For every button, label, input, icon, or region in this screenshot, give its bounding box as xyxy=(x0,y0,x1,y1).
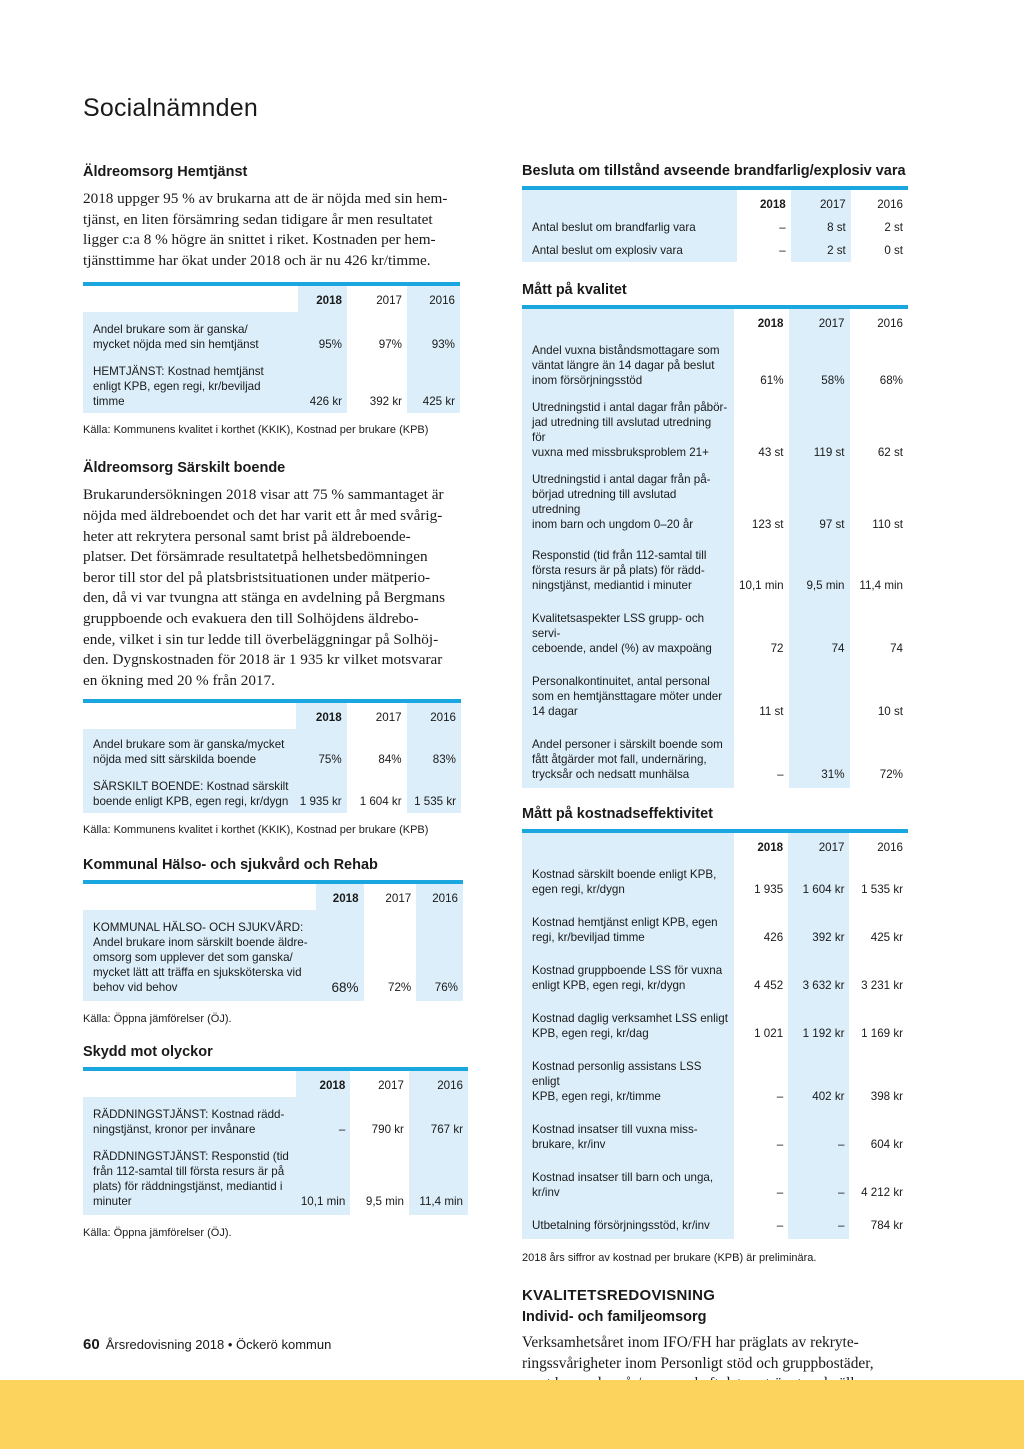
row-label: Kostnad gruppboende LSS för vuxna enligt KPB, egen regi, kr/dygn xyxy=(522,949,734,997)
year-2017: 2017 xyxy=(789,307,850,335)
cell-2016: 767 kr xyxy=(409,1097,468,1141)
cell-2018: – xyxy=(734,1204,788,1239)
year-2016: 2016 xyxy=(851,188,908,216)
row-label: Responstid (tid från 112-samtal till första resurs är på plats) för rädd- ningstjänst, mediantid i minuter xyxy=(522,536,734,597)
year-2017: 2017 xyxy=(347,701,407,729)
hemtjanst-heading: Äldreomsorg Hemtjänst xyxy=(83,164,248,180)
cell-2018: 1 935 kr xyxy=(296,771,347,813)
cell-2016: 72% xyxy=(850,723,908,788)
cell-2016: 68% xyxy=(850,335,908,392)
cell-2016: 784 kr xyxy=(849,1204,908,1239)
cell-2017: 3 632 kr xyxy=(788,949,849,997)
row-label: HEMTJÄNST: Kostnad hemtjänst enligt KPB, egen regi, kr/beviljad timme xyxy=(83,356,298,413)
cell-2017: 392 kr xyxy=(788,901,849,949)
page-title: Socialnämnden xyxy=(83,94,258,122)
right-column xyxy=(522,162,908,1395)
table-row xyxy=(522,335,908,392)
table-row xyxy=(522,1204,908,1239)
table-row xyxy=(522,949,908,997)
cell-2018: 72 xyxy=(734,597,789,660)
year-2018: 2018 xyxy=(737,188,790,216)
table-row xyxy=(522,997,908,1045)
table-row xyxy=(522,392,908,464)
cell-2017: 392 kr xyxy=(347,356,407,413)
cell-2017: 74 xyxy=(789,597,850,660)
kvalitetsredovisning-title: KVALITETSREDOVISNING xyxy=(522,1287,716,1304)
kvalitetsredovisning-text: Verksamhetsåret inom IFO/FH har präglats av rekryte- ringssvårigheter inom Personligt stöd och gruppbostäder, xyxy=(522,1334,874,1372)
table-header-row xyxy=(83,882,463,910)
table-row xyxy=(83,910,463,1001)
row-label: Andel brukare som är ganska/mycket nöjda med sitt särskilda boende xyxy=(83,729,296,771)
cell-2018: – xyxy=(737,216,790,239)
hemtjanst-source: Källa: Kommunens kvalitet i korthet (KKIK), Kostnad per brukare (KPB) xyxy=(83,424,429,437)
kvalitet-table xyxy=(522,305,908,788)
table-header-row xyxy=(522,831,908,859)
table-row xyxy=(83,1097,468,1141)
cell-2016: 4 212 kr xyxy=(849,1156,908,1204)
hemtjanst-table xyxy=(83,282,460,413)
cell-2018: 43 st xyxy=(734,392,789,464)
cell-2018: 11 st xyxy=(734,660,789,723)
row-label: Kostnad daglig verksamhet LSS enligt KPB, egen regi, kr/dag xyxy=(522,997,734,1045)
row-label: Utredningstid i antal dagar från påbör- jad utredning till avslutad utredning för vuxna med missbruksproblem 21+ xyxy=(522,392,734,464)
cell-2016: 62 st xyxy=(850,392,908,464)
cell-2017: 119 st xyxy=(789,392,850,464)
cell-2018: 123 st xyxy=(734,464,789,536)
row-label: Andel brukare som är ganska/ mycket nöjda med sin hemtjänst xyxy=(83,312,298,356)
cell-2016: 11,4 min xyxy=(850,536,908,597)
row-label: Andel personer i särskilt boende som fått åtgärder mot fall, undernäring, trycksår och nedsatt munhälsa xyxy=(522,723,734,788)
cell-2017: 8 st xyxy=(791,216,851,239)
cell-2018: 1 935 xyxy=(734,859,788,901)
row-label: Utredningstid i antal dagar från på- börjad utredning till avslutad utredning inom barn och ungdom 0–20 år xyxy=(522,464,734,536)
cell-2018: 61% xyxy=(734,335,789,392)
table-row xyxy=(83,312,460,356)
cell-2018: 1 021 xyxy=(734,997,788,1045)
year-2018: 2018 xyxy=(298,284,347,312)
cell-2018: – xyxy=(296,1097,351,1141)
beslut-heading: Besluta om tillstånd avseende brandfarlig/explosiv vara xyxy=(522,163,906,179)
kvalitetsredovisning-section xyxy=(522,1287,908,1395)
cell-2016: 1 535 kr xyxy=(849,859,908,901)
cell-2016: 76% xyxy=(416,910,463,1001)
table-row xyxy=(522,536,908,597)
hemtjanst-text: 2018 uppger 95 % av brukarna att de är nöjda med sin hem- tjänst, en liten försämring sedan tidigare år men resultatet ligger c:a 8 % högre än snittet i riket. Kostnaden per hem- tjänsttimme har ökat under 2018 och är nu 426 kr/timme. xyxy=(83,190,448,269)
cell-2017: 97 st xyxy=(789,464,850,536)
row-label: Kvalitetsaspekter LSS grupp- och servi- ceboende, andel (%) av maxpoäng xyxy=(522,597,734,660)
cell-2016: 74 xyxy=(850,597,908,660)
year-2017: 2017 xyxy=(791,188,851,216)
cell-2017: 1 604 kr xyxy=(347,771,407,813)
footer-text: Årsredovisning 2018 • Öckerö kommun xyxy=(105,1337,332,1352)
cell-2018: – xyxy=(734,723,789,788)
cell-2016: 604 kr xyxy=(849,1108,908,1156)
footer-band xyxy=(0,1380,1024,1449)
cell-2018: – xyxy=(737,239,790,262)
left-column xyxy=(83,163,468,1240)
row-label: Personalkontinuitet, antal personal som en hemtjänsttagare möter under 14 dagar xyxy=(522,660,734,723)
kvalitetsredovisning-subtitle: Individ- och familjeomsorg xyxy=(522,1309,707,1325)
cell-2017: 790 kr xyxy=(350,1097,409,1141)
halso-source: Källa: Öppna jämförelser (ÖJ). xyxy=(83,1013,232,1026)
table-row xyxy=(522,239,908,262)
table-row xyxy=(522,464,908,536)
cell-2018: – xyxy=(734,1156,788,1204)
table-row xyxy=(522,859,908,901)
skydd-source: Källa: Öppna jämförelser (ÖJ). xyxy=(83,1227,232,1240)
cell-2017: 2 st xyxy=(791,239,851,262)
table-row xyxy=(522,1045,908,1108)
cell-2016: 83% xyxy=(407,729,461,771)
row-label: RÄDDNINGSTJÄNST: Kostnad rädd- ningstjänst, kronor per invånare xyxy=(83,1097,296,1141)
cell-2018: 95% xyxy=(298,312,347,356)
cell-2016: 425 kr xyxy=(849,901,908,949)
year-2018: 2018 xyxy=(734,307,789,335)
cell-2016: 10 st xyxy=(850,660,908,723)
cell-2018: 68% xyxy=(316,910,364,1001)
row-label: Utbetalning försörjningsstöd, kr/inv xyxy=(522,1204,734,1239)
table-header-row xyxy=(83,701,461,729)
page-footer xyxy=(83,1336,331,1353)
year-2017: 2017 xyxy=(350,1069,409,1097)
year-2016: 2016 xyxy=(416,882,463,910)
table-header-row xyxy=(83,1069,468,1097)
cell-2017: 9,5 min xyxy=(789,536,850,597)
sarskilt-heading: Äldreomsorg Särskilt boende xyxy=(83,460,286,477)
cell-2016: 425 kr xyxy=(407,356,460,413)
kostnad-note: 2018 års siffror av kostnad per brukare (KPB) är preliminära. xyxy=(522,1252,817,1264)
cell-2017: 1 192 kr xyxy=(788,997,849,1045)
row-label: SÄRSKILT BOENDE: Kostnad särskilt boende enligt KPB, egen regi, kr/dygn xyxy=(83,771,296,813)
cell-2016: 110 st xyxy=(850,464,908,536)
year-2018: 2018 xyxy=(316,882,364,910)
year-2016: 2016 xyxy=(407,284,460,312)
table-row xyxy=(522,660,908,723)
table-row xyxy=(522,216,908,239)
cell-2018: – xyxy=(734,1045,788,1108)
cell-2018: 4 452 xyxy=(734,949,788,997)
skydd-heading: Skydd mot olyckor xyxy=(83,1044,213,1061)
cell-2017: 31% xyxy=(789,723,850,788)
cell-2017: – xyxy=(788,1108,849,1156)
cell-2016: 2 st xyxy=(851,216,908,239)
cell-2017: 1 604 kr xyxy=(788,859,849,901)
table-row xyxy=(522,597,908,660)
cell-2016: 3 231 kr xyxy=(849,949,908,997)
row-label: Andel vuxna biståndsmottagare som väntat längre än 14 dagar på beslut inom försörjningsstöd xyxy=(522,335,734,392)
table-row xyxy=(83,356,460,413)
beslut-table xyxy=(522,186,908,262)
cell-2018: 75% xyxy=(296,729,347,771)
halso-heading: Kommunal Hälso- och sjukvård och Rehab xyxy=(83,857,378,874)
row-label: Kostnad insatser till vuxna miss- brukare, kr/inv xyxy=(522,1108,734,1156)
cell-2018: – xyxy=(734,1108,788,1156)
sarskilt-table xyxy=(83,699,461,813)
cell-2016: 0 st xyxy=(851,239,908,262)
year-2018: 2018 xyxy=(296,1069,351,1097)
cell-2018: 426 kr xyxy=(298,356,347,413)
year-2016: 2016 xyxy=(409,1069,468,1097)
year-2017: 2017 xyxy=(347,284,407,312)
cell-2016: 1 535 kr xyxy=(407,771,461,813)
kostnad-table xyxy=(522,829,908,1239)
cell-2018: 426 xyxy=(734,901,788,949)
table-row xyxy=(522,1108,908,1156)
sarskilt-source: Källa: Kommunens kvalitet i korthet (KKIK), Kostnad per brukare (KPB) xyxy=(83,824,429,837)
halso-table xyxy=(83,880,463,1001)
cell-2018: 10,1 min xyxy=(734,536,789,597)
year-2016: 2016 xyxy=(849,831,908,859)
cell-2017 xyxy=(789,660,850,723)
table-row xyxy=(522,901,908,949)
sarskilt-text: Brukarundersökningen 2018 visar att 75 % sammantaget är nöjda med äldreboendet och det har varit ett år med svårig- heter att rekrytera personal samt brist på äldreboende- platser. Det försämrade resultatetpå helhetsbedömningen beror till stor del på platsbristsituationen under mätperio- den, då vi var tvungna att stänga en avdelning på Bergmans gruppboende och evakuera den till Solhöjdens äldrebo- ende, vilket i sin tur ledde till överbeläggningar på Solhöj- den. Dygnskostnaden för 2018 är 1 935 kr vilket motsvarar en ökning med 20 % från 2017. xyxy=(83,486,446,689)
kvalitet-heading: Mått på kvalitet xyxy=(522,282,627,298)
row-label: Kostnad hemtjänst enligt KPB, egen regi, kr/beviljad timme xyxy=(522,901,734,949)
table-row xyxy=(83,729,461,771)
year-2017: 2017 xyxy=(788,831,849,859)
row-label: RÄDDNINGSTJÄNST: Responstid (tid från 112-samtal till första resurs är på plats) för räddningstjänst, mediantid i minuter xyxy=(83,1141,296,1215)
row-label: Antal beslut om explosiv vara xyxy=(522,239,737,262)
cell-2017: 402 kr xyxy=(788,1045,849,1108)
cell-2016: 11,4 min xyxy=(409,1141,468,1215)
table-header-row xyxy=(83,284,460,312)
page-number: 60 xyxy=(83,1336,100,1353)
table-row xyxy=(522,723,908,788)
table-row xyxy=(83,771,461,813)
table-row xyxy=(522,1156,908,1204)
year-2016: 2016 xyxy=(407,701,461,729)
kostnad-heading: Mått på kostnadseffektivitet xyxy=(522,806,713,822)
cell-2016: 1 169 kr xyxy=(849,997,908,1045)
cell-2017: – xyxy=(788,1204,849,1239)
cell-2016: 398 kr xyxy=(849,1045,908,1108)
row-label: Kostnad insatser till barn och unga, kr/inv xyxy=(522,1156,734,1204)
table-header-row xyxy=(522,307,908,335)
table-row xyxy=(83,1141,468,1215)
cell-2017: 9,5 min xyxy=(350,1141,409,1215)
year-2017: 2017 xyxy=(364,882,417,910)
row-label: KOMMUNAL HÄLSO- OCH SJUKVÅRD: Andel brukare inom särskilt boende äldre- omsorg som upplever det som ganska/ mycket lätt att träffa en sjuksköterska vid behov vid behov xyxy=(83,910,316,1001)
cell-2017: 72% xyxy=(364,910,417,1001)
row-label: Kostnad särskilt boende enligt KPB, egen regi, kr/dygn xyxy=(522,859,734,901)
year-2018: 2018 xyxy=(296,701,347,729)
cell-2017: 84% xyxy=(347,729,407,771)
cell-2017: – xyxy=(788,1156,849,1204)
cell-2017: 97% xyxy=(347,312,407,356)
cell-2016: 93% xyxy=(407,312,460,356)
row-label: Antal beslut om brandfarlig vara xyxy=(522,216,737,239)
cell-2018: 10,1 min xyxy=(296,1141,351,1215)
row-label: Kostnad personlig assistans LSS enligt KPB, egen regi, kr/timme xyxy=(522,1045,734,1108)
cell-2017: 58% xyxy=(789,335,850,392)
year-2016: 2016 xyxy=(850,307,908,335)
skydd-table xyxy=(83,1067,468,1215)
year-2018: 2018 xyxy=(734,831,788,859)
table-header-row xyxy=(522,188,908,216)
